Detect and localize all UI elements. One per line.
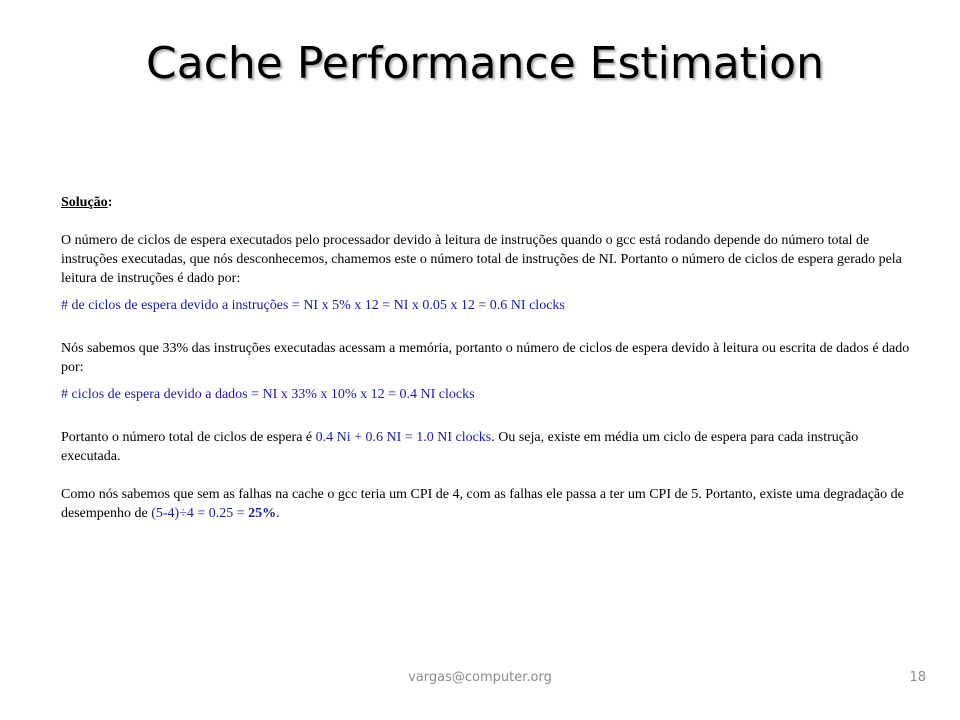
total-stalls-text-before: Portanto o número total de ciclos de espera é <box>61 430 316 445</box>
page-number: 18 <box>909 670 926 685</box>
footer-email: vargas@computer.org <box>408 670 552 685</box>
solution-heading <box>61 193 921 212</box>
degradation-text-after: . <box>276 506 280 521</box>
total-stalls-text-after: . Ou seja, existe em média um ciclo de espera para cada instrução executada. <box>61 430 859 464</box>
slide-body <box>61 193 921 523</box>
degradation-result: 25% <box>248 506 277 521</box>
solution-heading-colon: : <box>107 195 113 210</box>
degradation-equation: (5-4)÷4 = 0.25 = <box>151 506 249 521</box>
paragraph-data-stalls: Nós sabemos que 33% das instruções executadas acessam a memória, portanto o número de ciclos de espera devido à leitura ou escrita de dados é dado por: <box>61 341 910 375</box>
solution-heading-label: Solução <box>61 195 108 210</box>
equation-data-stalls: # ciclos de espera devido a dados = NI x 33% x 10% x 12 = 0.4 NI clocks <box>61 387 475 402</box>
equation-instruction-stalls: # de ciclos de espera devido a instruções = NI x 5% x 12 = NI x 0.05 x 12 = 0.6 NI clocks <box>61 298 565 313</box>
total-stalls-equation: 0.4 Ni + 0.6 NI = 1.0 NI clocks <box>315 430 492 445</box>
degradation-text-before: Como nós sabemos que sem as falhas na cache o gcc teria um CPI de 4, com as falhas ele passa a ter um CPI de 5. Portanto, existe uma degradação de desempenho de <box>61 487 904 521</box>
paragraph-instruction-stalls: O número de ciclos de espera executados pelo processador devido à leitura de instruções quando o gcc está rodando depende do número total de instruções executadas, que nós desconhecemos, chamemos este o número total de instruções de NI. Portanto o número de ciclos de espera gerado pela leitura de instruções é dado por: <box>61 233 902 286</box>
slide-title: Cache Performance Estimation <box>146 38 824 89</box>
paragraph-performance-degradation <box>61 485 921 523</box>
paragraph-total-stalls <box>61 428 921 466</box>
